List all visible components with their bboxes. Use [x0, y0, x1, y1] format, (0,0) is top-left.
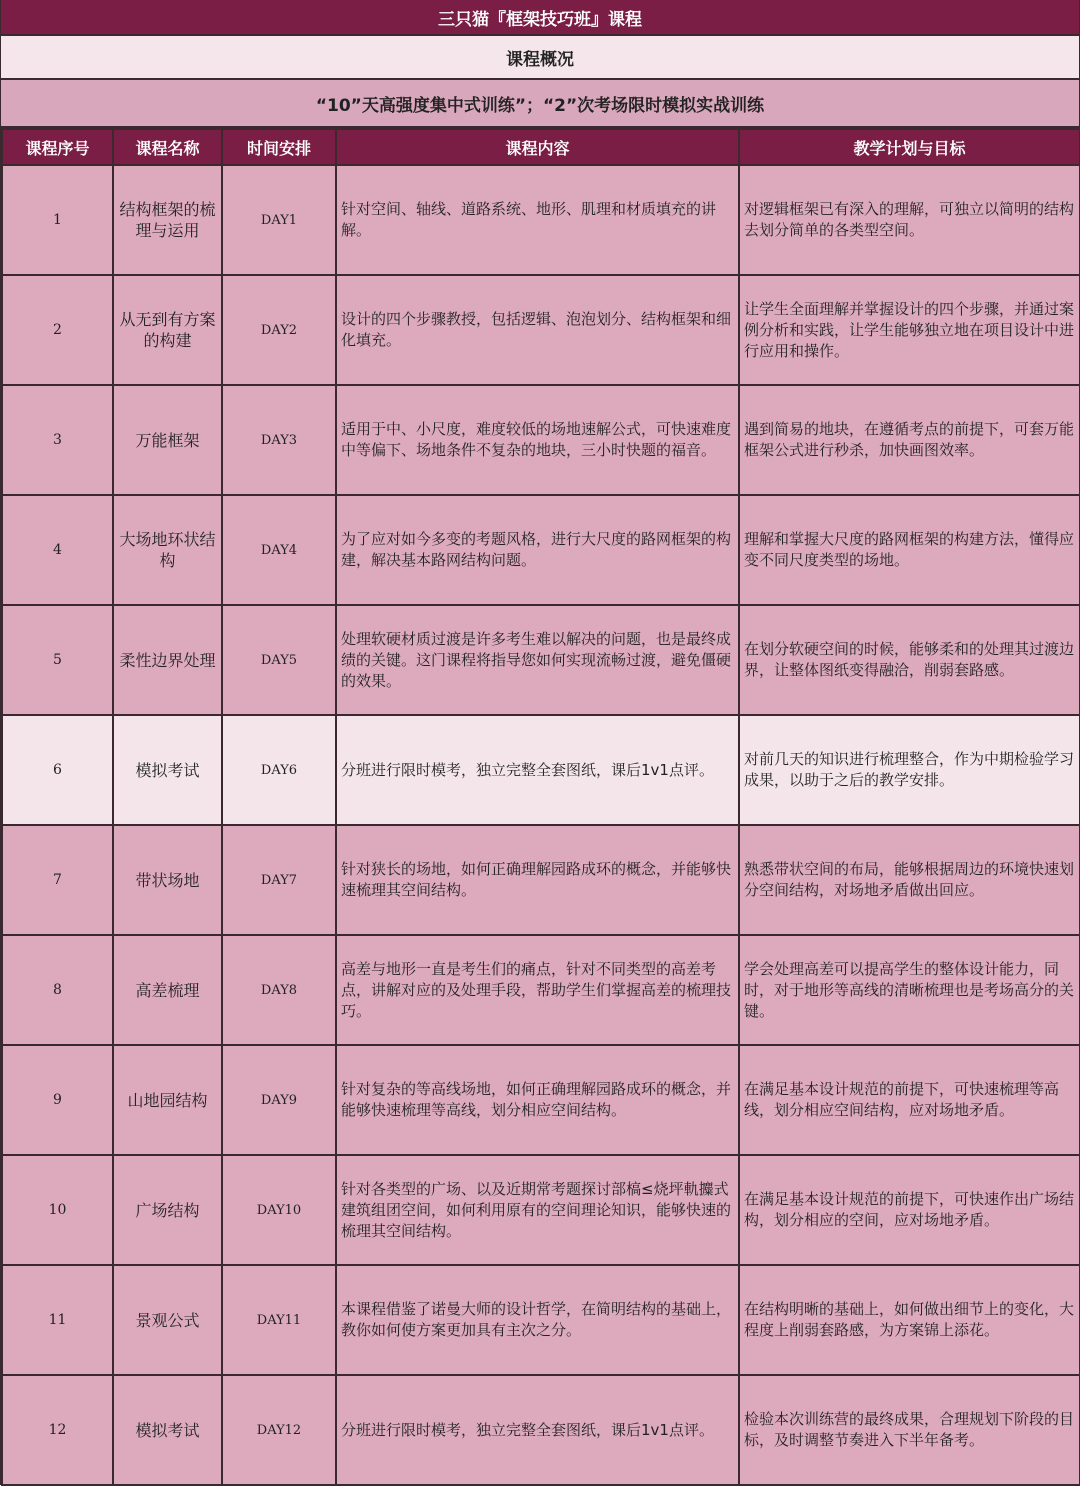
cell-course-content: 针对复杂的等高线场地，如何正确理解园路成环的概念，并能够快速梳理等高线，划分相应空间结构。 [336, 1045, 739, 1155]
table-row [2, 275, 1080, 385]
cell-course-goal: 学会处理高差可以提高学生的整体设计能力，同时，对于地形等高线的清晰梳理也是考场高分的关键。 [739, 935, 1080, 1045]
table-row [2, 385, 1080, 495]
overview-heading: 课程概况 [1, 36, 1079, 80]
table-row [2, 165, 1080, 275]
cell-course-name: 结构框架的梳理与运用 [113, 165, 222, 275]
cell-course-number: 1 [2, 165, 113, 275]
cell-course-content: 处理软硬材质过渡是许多考生难以解决的问题，也是最终成绩的关键。这门课程将指导您如何实现流畅过渡，避免僵硬的效果。 [336, 605, 739, 715]
cell-course-number: 12 [2, 1375, 113, 1485]
cell-course-name: 从无到有方案的构建 [113, 275, 222, 385]
table-row [2, 715, 1080, 825]
cell-schedule: DAY2 [222, 275, 336, 385]
column-header-name: 课程名称 [113, 129, 222, 165]
cell-course-number: 2 [2, 275, 113, 385]
cell-course-content: 针对狭长的场地，如何正确理解园路成环的概念，并能够快速梳理其空间结构。 [336, 825, 739, 935]
table-row [2, 605, 1080, 715]
cell-course-number: 3 [2, 385, 113, 495]
cell-course-goal: 在满足基本设计规范的前提下，可快速梳理等高线，划分相应空间结构，应对场地矛盾。 [739, 1045, 1080, 1155]
cell-course-goal: 熟悉带状空间的布局，能够根据周边的环境快速划分空间结构，对场地矛盾做出回应。 [739, 825, 1080, 935]
table-row [2, 825, 1080, 935]
cell-course-goal: 对前几天的知识进行梳理整合，作为中期检验学习成果，以助于之后的教学安排。 [739, 715, 1080, 825]
cell-course-number: 8 [2, 935, 113, 1045]
cell-course-number: 7 [2, 825, 113, 935]
table-row [2, 935, 1080, 1045]
cell-course-goal: 在满足基本设计规范的前提下，可快速作出广场结构，划分相应的空间，应对场地矛盾。 [739, 1155, 1080, 1265]
cell-course-goal: 在结构明晰的基础上，如何做出细节上的变化，大程度上削弱套路感，为方案锦上添花。 [739, 1265, 1080, 1375]
cell-schedule: DAY5 [222, 605, 336, 715]
table-row [2, 1155, 1080, 1265]
cell-course-name: 广场结构 [113, 1155, 222, 1265]
cell-course-content: 设计的四个步骤教授，包括逻辑、泡泡划分、结构框架和细化填充。 [336, 275, 739, 385]
cell-course-goal: 让学生全面理解并掌握设计的四个步骤，并通过案例分析和实践，让学生能够独立地在项目设计中进行应用和操作。 [739, 275, 1080, 385]
cell-schedule: DAY4 [222, 495, 336, 605]
cell-schedule: DAY12 [222, 1375, 336, 1485]
cell-schedule: DAY3 [222, 385, 336, 495]
cell-course-name: 带状场地 [113, 825, 222, 935]
cell-course-content: 针对空间、轴线、道路系统、地形、肌理和材质填充的讲解。 [336, 165, 739, 275]
table-header-row [2, 129, 1080, 165]
cell-course-content: 高差与地形一直是考生们的痛点，针对不同类型的高差考点，讲解对应的及处理手段，帮助学生们掌握高差的梳理技巧。 [336, 935, 739, 1045]
cell-course-number: 4 [2, 495, 113, 605]
cell-course-content: 适用于中、小尺度，难度较低的场地速解公式，可快速难度中等偏下、场地条件不复杂的地块，三小时快题的福音。 [336, 385, 739, 495]
table-row [2, 1045, 1080, 1155]
cell-course-name: 大场地环状结构 [113, 495, 222, 605]
page-title: 三只猫『框架技巧班』课程 [1, 0, 1079, 36]
column-header-content: 课程内容 [336, 129, 739, 165]
cell-schedule: DAY10 [222, 1155, 336, 1265]
training-tagline: “10”天高强度集中式训练”；“2”次考场限时模拟实战训练 [1, 80, 1079, 128]
cell-course-number: 10 [2, 1155, 113, 1265]
cell-course-content: 分班进行限时模考，独立完整全套图纸，课后1v1点评。 [336, 1375, 739, 1485]
cell-course-number: 9 [2, 1045, 113, 1155]
cell-course-goal: 在划分软硬空间的时候，能够柔和的处理其过渡边界，让整体图纸变得融洽，削弱套路感。 [739, 605, 1080, 715]
column-header-time: 时间安排 [222, 129, 336, 165]
cell-course-name: 模拟考试 [113, 715, 222, 825]
cell-course-name: 模拟考试 [113, 1375, 222, 1485]
cell-course-content: 本课程借鉴了诺曼大师的设计哲学，在简明结构的基础上，教你如何使方案更加具有主次之分。 [336, 1265, 739, 1375]
cell-schedule: DAY7 [222, 825, 336, 935]
cell-course-goal: 理解和掌握大尺度的路网框架的构建方法，懂得应变不同尺度类型的场地。 [739, 495, 1080, 605]
cell-course-name: 山地园结构 [113, 1045, 222, 1155]
cell-course-name: 景观公式 [113, 1265, 222, 1375]
cell-course-goal: 遇到简易的地块，在遵循考点的前提下，可套万能框架公式进行秒杀，加快画图效率。 [739, 385, 1080, 495]
cell-course-content: 为了应对如今多变的考题风格，进行大尺度的路网框架的构建，解决基本路网结构问题。 [336, 495, 739, 605]
column-header-number: 课程序号 [2, 129, 113, 165]
table-row [2, 1265, 1080, 1375]
cell-schedule: DAY11 [222, 1265, 336, 1375]
column-header-goal: 教学计划与目标 [739, 129, 1080, 165]
cell-course-name: 柔性边界处理 [113, 605, 222, 715]
cell-schedule: DAY1 [222, 165, 336, 275]
cell-schedule: DAY9 [222, 1045, 336, 1155]
cell-course-goal: 检验本次训练营的最终成果，合理规划下阶段的目标，及时调整节奏进入下半年备考。 [739, 1375, 1080, 1485]
cell-course-goal: 对逻辑框架已有深入的理解，可独立以简明的结构去划分简单的各类型空间。 [739, 165, 1080, 275]
course-table [1, 128, 1080, 1486]
cell-schedule: DAY8 [222, 935, 336, 1045]
cell-course-name: 高差梳理 [113, 935, 222, 1045]
cell-schedule: DAY6 [222, 715, 336, 825]
cell-course-number: 5 [2, 605, 113, 715]
cell-course-number: 6 [2, 715, 113, 825]
cell-course-number: 11 [2, 1265, 113, 1375]
cell-course-content: 针对各类型的广场、以及近期常考题探讨部槁≤烧坪軌攗式建筑组团空间，如何利用原有的空间理论知识，能够快速的梳理其空间结构。 [336, 1155, 739, 1265]
cell-course-name: 万能框架 [113, 385, 222, 495]
table-row [2, 1375, 1080, 1485]
table-row [2, 495, 1080, 605]
cell-course-content: 分班进行限时模考，独立完整全套图纸，课后1v1点评。 [336, 715, 739, 825]
